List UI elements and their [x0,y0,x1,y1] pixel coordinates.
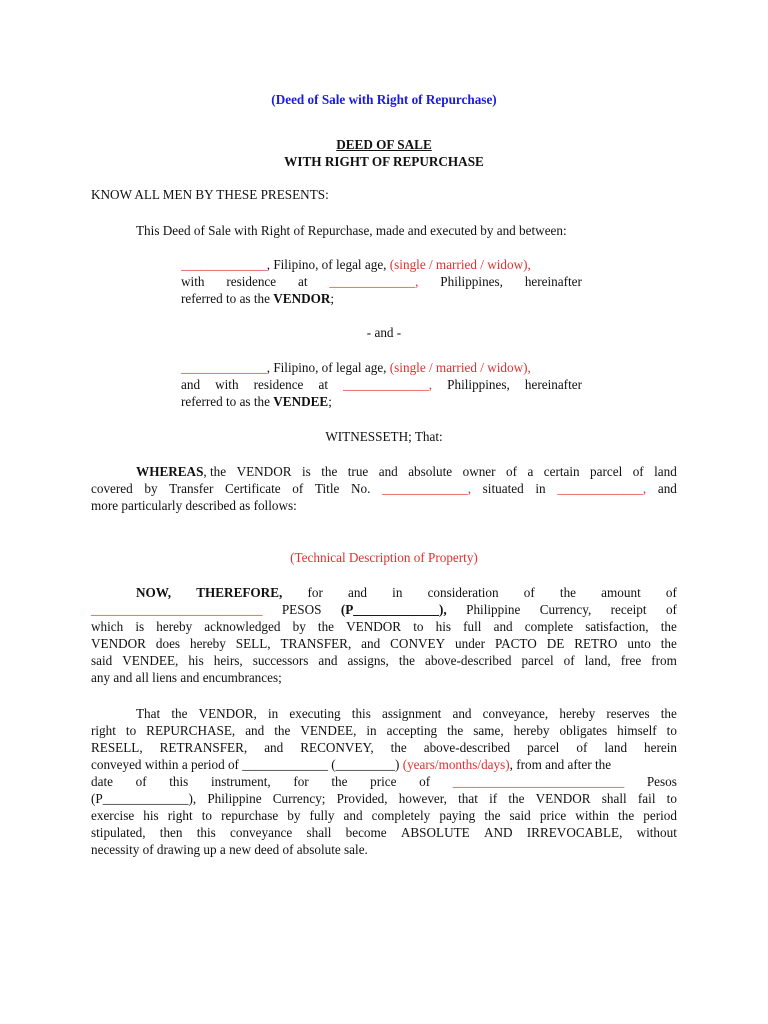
word: of [292,481,304,496]
word: , the [203,464,227,479]
word: hereby [189,636,226,651]
word: hereinafter [524,377,582,392]
amount-words-blank: __________________________ [91,602,263,617]
word: of [523,585,535,600]
word: land [654,464,677,479]
word: RETRO [574,636,618,651]
word: and [245,723,265,738]
price-words-blank: __________________________ [452,774,625,789]
word: of [632,464,644,479]
word: shall [601,791,627,806]
word: IRREVOCABLE, [526,825,623,840]
word: ABSOLUTE [400,825,470,840]
word: owner [462,464,496,479]
word: hereby [156,619,193,634]
word: parcel [527,740,560,755]
word: exercise [91,808,135,823]
word: above-described [425,653,512,668]
word: Pesos [646,774,677,789]
word: with [181,274,205,289]
word: the [274,723,291,738]
word: his [188,653,204,668]
word: free [620,653,642,668]
repurchase-line-7 [91,807,677,824]
word: and [318,653,338,668]
vendee-line-3 [181,393,332,410]
word: obligates [559,723,608,738]
word: CONVEY [390,636,446,651]
word: residence [226,274,277,289]
know-all-men: KNOW ALL MEN BY THESE PRESENTS: [91,187,329,202]
word: hereby [513,723,550,738]
word: herein [644,740,677,755]
vendor-role: VENDOR [273,291,331,306]
title-number-blank: _____________, [382,481,472,496]
word: Currency; [272,791,326,806]
word: Philippines, [440,274,503,289]
therefore-keyword: THEREFORE, [196,585,283,600]
word: accepting [386,723,438,738]
technical-description: (Technical Description of Property) [290,550,478,565]
word: parcel [590,464,623,479]
word: TRANSFER, [280,636,352,651]
word: the [398,653,415,668]
word: said [509,808,531,823]
word: the [559,585,577,600]
vendor-civil-status: (single / married / widow), [389,257,531,272]
vendor-line-3-suffix: ; [330,291,335,306]
word: That [136,706,161,721]
word: Provided, [336,791,388,806]
word: is [135,619,145,634]
word: conveyance [230,825,293,840]
word: and [361,636,381,651]
repurchase-line-4-suffix: , from and after the [509,757,612,772]
word: REPURCHASE, [146,723,236,738]
word: PACTO [494,636,537,651]
word: No. [350,481,371,496]
vendee-residence-blank: _____________, [343,377,433,392]
word: to [666,723,677,738]
word: shall [306,825,332,840]
whereas-line-3: more particularly described as follows: [91,498,297,513]
word: instrument, [210,774,271,789]
word: the [484,808,501,823]
word: then [159,825,183,840]
word: of [563,653,575,668]
word: residence [253,377,304,392]
word: by [287,808,301,823]
word: Philippine [207,791,262,806]
word: himself [617,723,657,738]
vendee-civil-status: (single / married / widow), [389,360,531,375]
word: price [370,774,397,789]
word: satisfaction, [585,619,649,634]
word: this [169,774,189,789]
word: paying [439,808,476,823]
word: the [171,706,188,721]
word: Title [314,481,340,496]
word: at [318,377,329,392]
word: that [458,791,478,806]
word: at [298,274,308,289]
word: amount [601,585,641,600]
word: and [493,619,513,634]
now-therefore-line-5 [91,652,677,669]
word: in [366,723,377,738]
word: become [345,825,387,840]
period-unit-options: (years/months/days) [402,757,510,772]
word: of [576,740,588,755]
word: of [419,774,431,789]
word: above-described [423,740,511,755]
vendee-role: VENDEE [273,394,329,409]
word: heirs, [213,653,243,668]
word: to [413,619,424,634]
word: fail [637,791,656,806]
word: covered [91,481,133,496]
word: acknowledged [204,619,281,634]
word: VENDOR [236,464,292,479]
word: date [91,774,113,789]
word: AND [483,825,513,840]
word: for [293,774,309,789]
word: price [539,808,567,823]
word: by [292,619,306,634]
vendee-line-1 [181,359,531,376]
word: a [527,464,534,479]
repurchase-line-8 [91,824,677,841]
word: by [144,481,158,496]
now-therefore-line-1 [136,584,677,601]
word: the [660,619,677,634]
word: to [125,723,137,738]
vendor-line-3 [181,290,334,307]
now-keyword: NOW, [136,585,172,600]
vendor-line-2 [181,273,582,290]
word: DE [546,636,565,651]
whereas-line-1 [136,463,677,480]
word: unto [627,636,651,651]
word: and [181,377,201,392]
word: conveyance, [482,706,549,721]
price-figure-blank: (P_____________), [91,791,197,806]
word: VENDOR [535,791,591,806]
word: and [657,481,677,496]
word: right [167,808,193,823]
whereas-keyword: WHEREAS [136,464,204,479]
vendee-line-1-text: , Filipino, of legal age, [266,360,390,375]
word: VENDOR [91,636,146,651]
word: VENDOR, [198,706,257,721]
word: RETRANSFER, [159,740,248,755]
word: Philippines, [447,377,510,392]
word: and [378,464,398,479]
word: assignment [381,706,442,721]
word: successors [252,653,309,668]
word: of [665,585,677,600]
now-therefore-line-3 [91,618,677,635]
word: SELL, [235,636,271,651]
word: situated [482,481,524,496]
title-line-2: WITH RIGHT OF REPURCHASE [284,154,484,169]
word: PESOS [281,602,322,617]
word: true [347,464,369,479]
vendor-line-1-text: , Filipino, of legal age, [266,257,390,272]
word: hereinafter [524,274,582,289]
word: if [489,791,498,806]
word: in [267,706,279,721]
repurchase-line-6 [91,790,677,807]
word: this [196,825,216,840]
repurchase-line-4 [91,756,611,773]
word: absolute [408,464,453,479]
word: said [91,653,113,668]
word: however, [398,791,447,806]
word: the [390,740,407,755]
and-separator: - and - [366,325,402,340]
word: assigns, [347,653,389,668]
vendor-line-3-text: referred to as the [181,291,274,306]
title-line-1: DEED OF SALE [336,137,432,152]
word: from [651,653,677,668]
word: period [643,808,677,823]
vendee-line-3-text: referred to as the [181,394,274,409]
word: receipt [610,602,647,617]
word: the [660,636,677,651]
word: Currency, [539,602,592,617]
repurchase-line-1 [136,705,677,722]
word: VENDOR [346,619,402,634]
witnesseth-heading: WITNESSETH; That: [325,429,443,444]
word: VENDEE, [122,653,179,668]
word: and [343,808,363,823]
word: is [301,464,311,479]
word: with [215,377,239,392]
word: of [665,602,677,617]
word: the [508,791,525,806]
word: completely [371,808,431,823]
now-therefore-line-6: any and all liens and encumbrances; [91,670,282,685]
word: to [201,808,213,823]
word: land [604,740,628,755]
word: the [321,464,338,479]
word: consideration [427,585,499,600]
word: the [317,619,335,634]
word: land, [584,653,611,668]
word: does [155,636,181,651]
word: in [392,585,403,600]
word: the [447,723,464,738]
word: for [307,585,323,600]
location-blank: _____________, [557,481,647,496]
word: his [143,808,159,823]
word: RECONVEY, [300,740,374,755]
vendor-residence-blank: _____________, [329,274,419,289]
word: full [463,619,482,634]
word: the [331,774,348,789]
word: within [575,808,609,823]
repurchase-line-5 [91,773,677,790]
word: RESELL, [91,740,143,755]
word: executing [289,706,341,721]
word: parcel [521,653,554,668]
now-therefore-line-2 [91,601,677,618]
word: to [666,791,677,806]
intro-paragraph: This Deed of Sale with Right of Repurchase, made and executed by and between: [136,223,567,238]
word: the [660,706,677,721]
whereas-line-2 [91,480,677,497]
word: which [91,619,124,634]
word: and [347,585,368,600]
header-note: (Deed of Sale with Right of Repurchase) [271,92,497,107]
word: Philippine [466,602,521,617]
word: this [351,706,371,721]
word: and [452,706,472,721]
word: stipulated, [91,825,146,840]
word: Certificate [225,481,281,496]
amount-figure-blank: (P_____________), [340,602,447,617]
period-blank-text: conveyed within a period of _____________ (_________) [91,757,403,772]
word: reserves [606,706,650,721]
word: without [636,825,677,840]
word: certain [543,464,580,479]
repurchase-line-9: necessity of drawing up a new deed of absolute sale. [91,842,368,857]
word: the [618,808,635,823]
word: VENDEE, [300,723,357,738]
vendee-line-3-suffix: ; [328,394,332,409]
vendor-name-blank: _____________ [181,257,267,272]
word: repurchase [221,808,279,823]
word: right [91,723,116,738]
now-therefore-line-4 [91,635,677,652]
word: hereby [559,706,596,721]
word: of [506,464,517,479]
word: under [455,636,486,651]
word: complete [524,619,574,634]
word: same, [473,723,504,738]
word: Transfer [169,481,214,496]
word: in [535,481,546,496]
word: and [264,740,284,755]
repurchase-line-3 [91,739,677,756]
word: his [435,619,452,634]
vendor-line-1 [181,256,531,273]
vendee-name-blank: _____________ [181,360,267,375]
repurchase-line-2 [91,722,677,739]
vendee-line-2 [181,376,582,393]
word: fully [309,808,335,823]
word: of [135,774,147,789]
